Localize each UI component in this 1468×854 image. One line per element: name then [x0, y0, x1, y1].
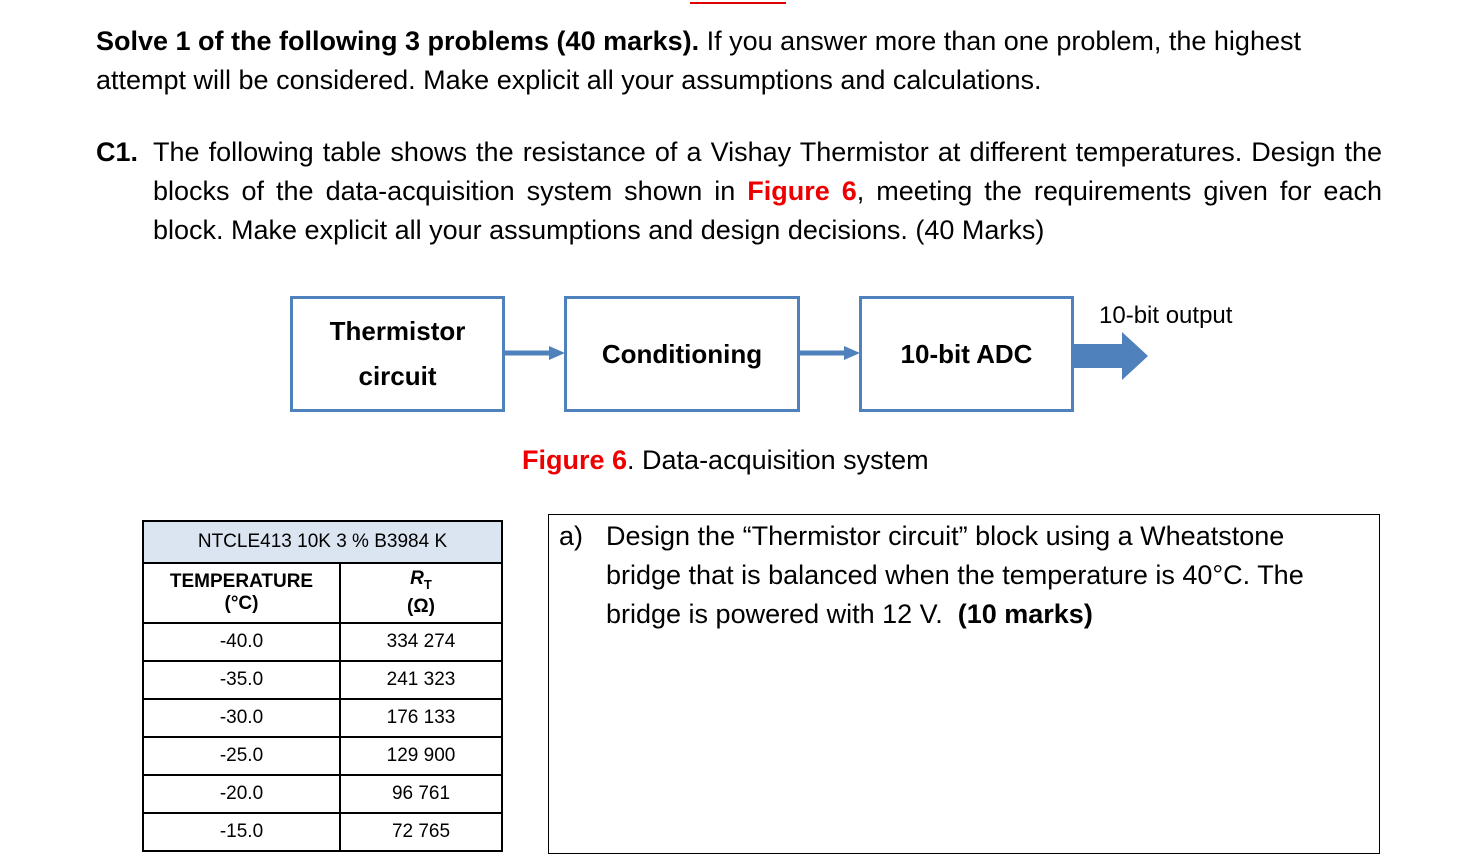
resistance-cell: 129 900: [340, 737, 502, 775]
table-row: [143, 661, 502, 699]
instructions: [96, 22, 1386, 100]
part-a-answer-box: [548, 514, 1380, 854]
temperature-header-line1: TEMPERATURE: [169, 571, 314, 592]
part-a-text: Design the “Thermistor circuit” block using a Wheatstone bridge that is balanced when the temperature is 40°C. The bridge is powered with 12 V.: [606, 521, 1304, 629]
thermistor-block-line2: circuit: [358, 361, 437, 391]
part-a-label: a): [559, 521, 584, 551]
conditioning-block: [564, 296, 800, 412]
resistance-cell: 334 274: [340, 623, 502, 661]
table-row: [143, 813, 502, 851]
question-text: [153, 133, 1382, 250]
resistance-symbol: R: [410, 568, 424, 590]
instructions-bold: Solve 1 of the following 3 problems (40 marks).: [96, 26, 700, 56]
question-c1: [96, 133, 1382, 250]
resistance-unit: (Ω): [407, 595, 435, 617]
temp-cell: -35.0: [143, 661, 340, 699]
table-row: [143, 623, 502, 661]
part-a-marks: (10 marks): [957, 599, 1093, 629]
figure-caption: [522, 445, 929, 476]
question-text-part2: , meeting the requirements given for each block. Make explicit all your assumptions and design decisions. (40 Marks): [153, 176, 1382, 245]
temp-cell: -20.0: [143, 775, 340, 813]
question-text-part1: The following table shows the resistance of a Vishay Thermistor at different temperatures. Design the blocks of the data-acquisition system shown in: [153, 137, 1382, 206]
temp-cell: -30.0: [143, 699, 340, 737]
temperature-header: [143, 563, 340, 623]
question-number: C1.: [96, 137, 139, 167]
resistance-subscript: T: [423, 576, 432, 592]
temp-cell: -25.0: [143, 737, 340, 775]
output-arrow-icon: [1074, 332, 1148, 380]
thermistor-block-line1: Thermistor: [329, 316, 466, 346]
resistance-cell: 176 133: [340, 699, 502, 737]
adc-block: [859, 296, 1074, 412]
arrow-2-icon: [800, 343, 860, 363]
part-a-question: [559, 517, 1359, 634]
resistance-cell: 96 761: [340, 775, 502, 813]
temperature-header-unit: (°C): [224, 593, 259, 614]
resistance-header: [340, 563, 502, 623]
top-red-line: [690, 2, 786, 4]
table-row: [143, 737, 502, 775]
table-title: NTCLE413 10K 3 % B3984 K: [143, 521, 502, 563]
adc-label: 10-bit ADC: [900, 338, 1033, 369]
output-label: 10-bit output: [1099, 302, 1233, 329]
instructions-text: If you answer more than one problem, the highest attempt will be considered. Make explicit all your assumptions and calculations.: [96, 26, 1301, 95]
resistance-cell: 241 323: [340, 661, 502, 699]
figure-reference: Figure 6: [747, 176, 857, 206]
caption-figure-number: Figure 6: [522, 445, 628, 475]
temp-cell: -15.0: [143, 813, 340, 851]
arrow-1-icon: [505, 343, 565, 363]
thermistor-circuit-block: [290, 296, 505, 412]
caption-text: . Data-acquisition system: [627, 445, 929, 475]
conditioning-label: Conditioning: [601, 338, 763, 369]
table-row: [143, 699, 502, 737]
thermistor-table: [142, 520, 503, 852]
table-row: [143, 775, 502, 813]
resistance-cell: 72 765: [340, 813, 502, 851]
temp-cell: -40.0: [143, 623, 340, 661]
